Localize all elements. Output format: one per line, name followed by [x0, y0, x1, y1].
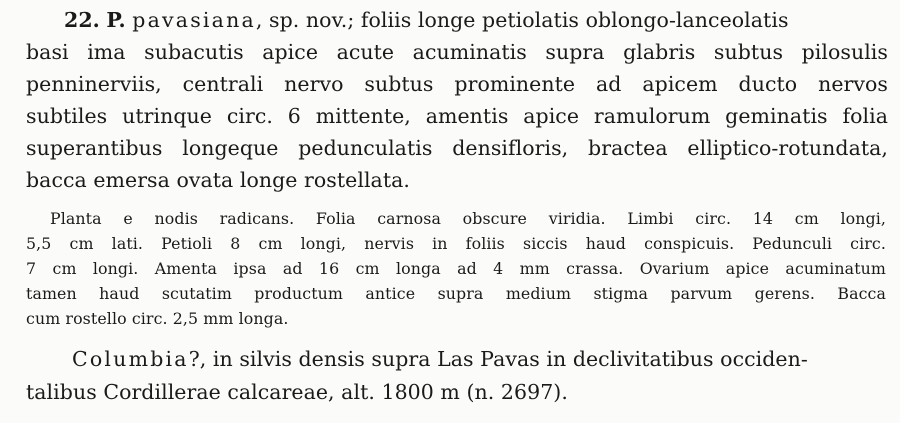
locality-country: Columbia — [72, 347, 189, 371]
notes-line: cum rostello circ. 2,5 mm longa. — [26, 309, 289, 328]
notes-line: tamen haud scutatim productum antice supra medium stigma parvum gerens. Bacca — [26, 284, 886, 303]
description-line: subtiles utrinque circ. 6 mittente, amentis apice ramulorum geminatis folia — [26, 104, 888, 128]
notes-line: 7 cm longi. Amenta ipsa ad 16 cm longa ad 4 mm crassa. Ovarium apice acuminatum — [26, 259, 886, 278]
description-line-1-rest: , sp. nov.; foliis longe petiolatis oblongo-lanceolatis — [255, 8, 789, 32]
description-line-1 — [64, 8, 886, 32]
genus-abbrev: P. — [106, 8, 126, 32]
species-epithet: pavasiana — [132, 8, 256, 32]
description-line: superantibus longeque pedunculatis densifloris, bractea elliptico-rotundata, — [26, 136, 888, 160]
locality-line-1-rest: ?, in silvis densis supra Las Pavas in declivitatibus occiden- — [188, 347, 808, 371]
locality-line-1 — [72, 347, 886, 371]
notes-line: Planta e nodis radicans. Folia carnosa obscure viridia. Limbi circ. 14 cm longi, — [50, 209, 886, 228]
description-line: basi ima subacutis apice acute acuminatis supra glabris subtus pilosulis — [26, 40, 888, 64]
description-line: penninerviis, centrali nervo subtus prominente ad apicem ducto nervos — [26, 72, 888, 96]
species-number: 22. — [64, 8, 100, 32]
locality-line-2: talibus Cordillerae calcareae, alt. 1800 m (n. 2697). — [26, 380, 568, 404]
notes-line: 5,5 cm lati. Petioli 8 cm longi, nervis in foliis siccis haud conspicuis. Pedunculi circ. — [26, 234, 886, 253]
description-line: bacca emersa ovata longe rostellata. — [26, 168, 410, 192]
